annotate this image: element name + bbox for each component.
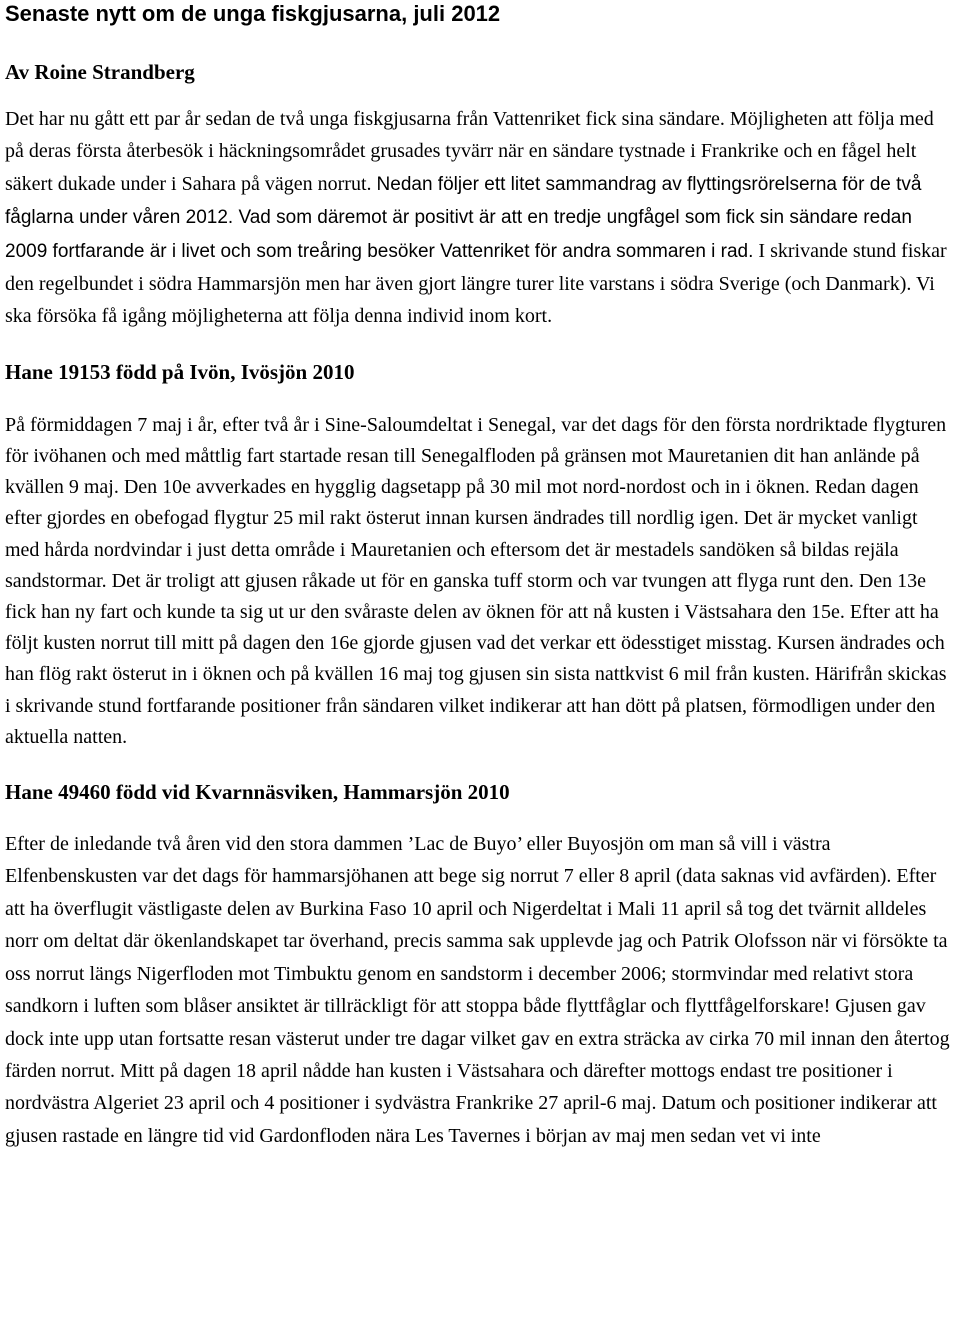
article-title: Senaste nytt om de unga fiskgjusarna, juli 2012 xyxy=(5,1,501,26)
intro-paragraph xyxy=(5,103,954,333)
section-heading-hane-49460: Hane 49460 född vid Kvarnnäsviken, Hammarsjön 2010 xyxy=(5,780,510,805)
intro-text-part2: Nedan följer ett litet sammandrag av flyttingsrörelserna för de två fåglarna under våren 2012. Vad som däremot är positivt är att en tredje ungfågel som fick sin sändare redan 2009 fortfarande är i livet och som treåring besöker Vattenriket för andra sommaren i rad. xyxy=(5,173,922,262)
intro-text-part1: Det har nu gått ett par år sedan de två unga fiskgjusarna från Vattenriket fick sina sändare. Möjligheten att följa med på deras första återbesök i häckningsområdet grusades tyvärr när en sändare tystnade i Frankrike och en fågel helt säkert dukade under i Sahara på vägen norrut. xyxy=(5,108,934,195)
intro-text-part3: I skrivande stund fiskar den regelbundet i södra Hammarsjön men har även gjort längre turer lite varstans i södra Sverige (och Danmark). Vi ska försöka få igång möjligheterna att följa denna individ inom kort. xyxy=(5,239,947,328)
article-author: Av Roine Strandberg xyxy=(5,60,195,84)
section-text-hane-19153: På förmiddagen 7 maj i år, efter två år i Sine-Saloumdeltat i Senegal, var det dags för den första nordriktade flygturen för ivöhanen och med måttlig fart startade resan till Senegalfloden på gränsen mot Mauretanien dit han anlände på kvällen 9 maj. Den 10e avverkades en hygglig dagsetapp på 30 mil mot nord-nordost och in i öknen. Redan dagen efter gjordes en obefogad flygtur 25 mil rakt österut innan kursen ändrades till nordlig igen. Det är mycket vanligt med hårda nordvindar i just detta område i Mauretanien och eftersom det är mestadels sandöken så bildas rejäla sandstormar. Det är troligt att gjusen råkade ut för en ganska tuff storm och var tvungen att flyga runt den. Den 13e fick han ny fart och kunde ta sig ut ur den svåraste delen av öknen för att nå kusten i Västsahara den 15e. Efter att ha följt kusten norrut till mitt på dagen den 16e gjorde gjusen vad det verkar ett ödesstiget misstag. Kursen ändrades och han flög rakt österut in i öknen och på kvällen 16 maj tog gjusen sin sista nattkvist 6 mil från kusten. Härifrån skickas i skrivande stund fortfarande positioner från sändaren vilket indikerar att han dött på platsen, förmodligen under den aktuella natten. xyxy=(5,413,947,748)
section-heading-hane-19153: Hane 19153 född på Ivön, Ivösjön 2010 xyxy=(5,359,355,384)
section-text-hane-49460: Efter de inledande två åren vid den stora dammen ’Lac de Buyo’ eller Buyosjön om man så vill i västra Elfenbenskusten var det dags för hammarsjöhanen att bege sig norrut 7 eller 8 april (data saknas vid avfärden). Efter att ha överflugit västligaste delen av Burkina Faso 10 april och Nigerdeltat i Mali 11 april så tog det tvärnit alldeles norr om deltat där ökenlandskapet tar överhand, precis samma sak upplevde jag och Patrik Olofsson när vi försökte ta oss norrut längs Nigerfloden mot Timbuktu genom en sandstorm i december 2006; stormvindar med relativt stora sandkorn i luften som blåser ansiktet är tillräckligt för att stoppa både flyttfåglar och flyttfågelforskare! Gjusen gav dock inte upp utan fortsatte resan västerut under tre dagar vilket gav en extra sträcka av cirka 70 mil innan den återtog färden norrut. Mitt på dagen 18 april nådde han kusten i Västsahara och därefter mottogs endast tre positioner i nordvästra Algeriet 23 april och 4 positioner i sydvästra Frankrike 27 april-6 maj. Datum och positioner indikerar att gjusen rastade en längre tid vid Gardonfloden nära Les Tavernes i början av maj men sedan vet vi inte xyxy=(5,833,950,1147)
